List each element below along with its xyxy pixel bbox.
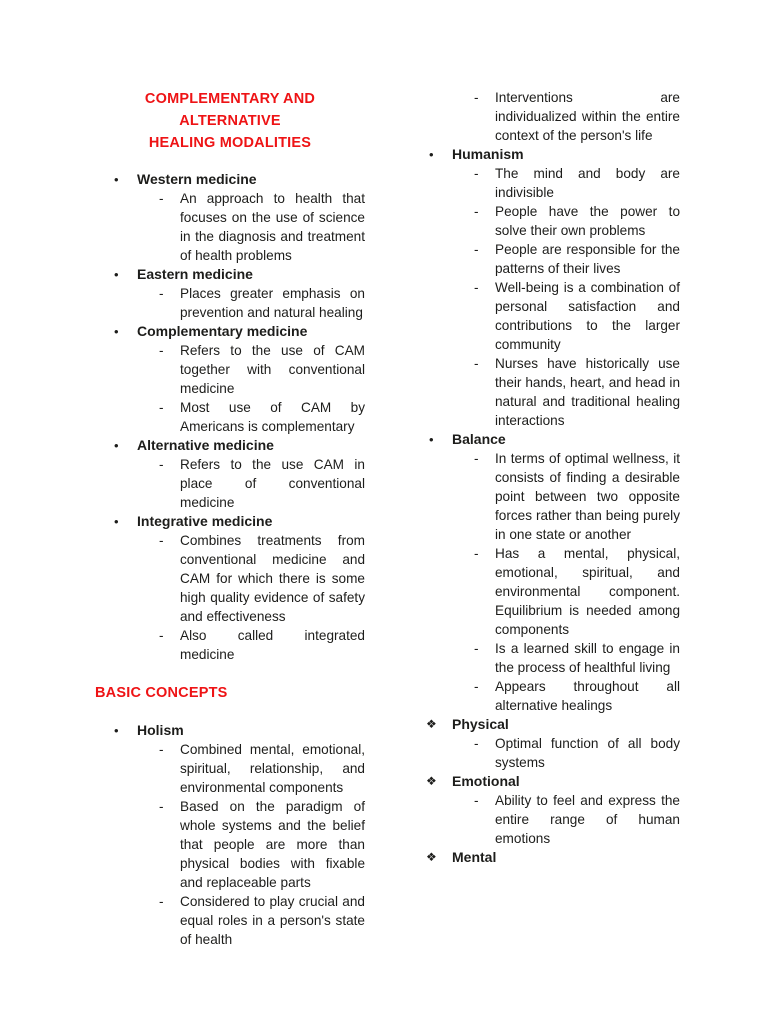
sub-item: [410, 88, 680, 145]
list-item: [95, 436, 365, 455]
sub-item: [410, 240, 680, 278]
dash-icon: -: [474, 451, 479, 466]
diamond-bullet-icon: ❖: [426, 774, 437, 788]
sub-item-text: Interventions are individualized within the entire context of the person's life: [495, 90, 680, 143]
sub-item-text: The mind and body are indivisible: [495, 166, 680, 200]
sub-item-text: People have the power to solve their own problems: [495, 204, 680, 238]
list-item: [95, 322, 365, 341]
list-item: [410, 145, 680, 164]
dash-icon: -: [159, 742, 164, 757]
sub-item: [95, 531, 365, 626]
sub-item-text: Well-being is a combination of personal satisfaction and contributions to the larger community: [495, 280, 680, 352]
list-item-label: Holism: [137, 722, 184, 738]
list-item: [95, 170, 365, 189]
diamond-bullet-icon: ❖: [426, 850, 437, 864]
sub-item: [95, 892, 365, 949]
sub-item: [95, 455, 365, 512]
list-item-label: Mental: [452, 849, 497, 865]
sub-item: [95, 341, 365, 398]
title-spacer: [95, 154, 365, 170]
list-item-label: Physical: [452, 716, 509, 732]
sub-item: [410, 164, 680, 202]
list-item: [95, 512, 365, 531]
section-heading: BASIC CONCEPTS: [95, 685, 228, 701]
dash-icon: -: [159, 191, 164, 206]
sub-item: [410, 278, 680, 354]
sub-item: [95, 740, 365, 797]
sub-item-text: Places greater emphasis on prevention and natural healing: [180, 286, 365, 320]
dash-icon: -: [474, 356, 479, 371]
sub-item-text: In terms of optimal wellness, it consists of finding a desirable point between two opposite forces rather than being purely in one state or another: [495, 451, 680, 542]
sub-item-text: Ability to feel and express the entire range of human emotions: [495, 793, 680, 846]
left-column: [95, 88, 365, 949]
dash-icon: -: [159, 400, 164, 415]
bullet-icon: •: [429, 432, 434, 447]
sub-item: [410, 354, 680, 430]
list-item-label: Balance: [452, 431, 506, 447]
sub-item-text: People are responsible for the patterns of their lives: [495, 242, 680, 276]
sub-item-text: Nurses have historically use their hands, heart, and head in natural and traditional healing interactions: [495, 356, 680, 428]
sub-item: [410, 734, 680, 772]
dash-icon: -: [159, 286, 164, 301]
dash-icon: -: [474, 679, 479, 694]
sub-item-text: Refers to the use of CAM together with conventional medicine: [180, 343, 365, 396]
sub-item-text: Most use of CAM by Americans is complementary: [180, 400, 365, 434]
list-item-label: Alternative medicine: [137, 437, 274, 453]
list-item: [410, 772, 680, 791]
sub-item-text: Combines treatments from conventional medicine and CAM for which there is some high quality evidence of safety and effectiveness: [180, 533, 365, 624]
sub-item: [95, 189, 365, 265]
list-item-label: Western medicine: [137, 171, 257, 187]
bullet-icon: •: [114, 514, 119, 529]
sub-item-text: Combined mental, emotional, spiritual, relationship, and environmental components: [180, 742, 365, 795]
list-item: [410, 715, 680, 734]
list-item-label: Eastern medicine: [137, 266, 253, 282]
bullet-icon: •: [114, 438, 119, 453]
sub-item-text: Also called integrated medicine: [180, 628, 365, 662]
dash-icon: -: [159, 533, 164, 548]
dash-icon: -: [474, 166, 479, 181]
dash-icon: -: [474, 242, 479, 257]
document-title: [95, 88, 365, 154]
dash-icon: -: [159, 457, 164, 472]
sub-item-text: Refers to the use CAM in place of conventional medicine: [180, 457, 365, 510]
sub-item-text: Based on the paradigm of whole systems and the belief that people are more than physical bodies with fixable and replaceable parts: [180, 799, 365, 890]
dash-icon: -: [159, 894, 164, 909]
list-item-label: Emotional: [452, 773, 520, 789]
sub-item: [410, 677, 680, 715]
list-item-label: Integrative medicine: [137, 513, 273, 529]
list-item-label: Complementary medicine: [137, 323, 308, 339]
sub-item-text: An approach to health that focuses on the use of science in the diagnosis and treatment of health problems: [180, 191, 365, 263]
sub-item-text: Has a mental, physical, emotional, spiritual, and environmental component. Equilibrium is needed among components: [495, 546, 680, 637]
sub-item: [95, 797, 365, 892]
document-title-line2: HEALING MODALITIES: [148, 135, 312, 151]
dash-icon: -: [474, 280, 479, 295]
sub-item: [95, 626, 365, 664]
sub-item: [410, 202, 680, 240]
bullet-icon: •: [114, 723, 119, 738]
left-column-items: [95, 170, 365, 949]
dash-icon: -: [474, 204, 479, 219]
list-item: [95, 721, 365, 740]
sub-item-text: Appears throughout all alternative healings: [495, 679, 680, 713]
list-item: [410, 430, 680, 449]
dash-icon: -: [474, 90, 479, 105]
document-title-line1: COMPLEMENTARY AND ALTERNATIVE: [144, 91, 316, 129]
bullet-icon: •: [114, 324, 119, 339]
dash-icon: -: [474, 546, 479, 561]
dash-icon: -: [474, 793, 479, 808]
diamond-bullet-icon: ❖: [426, 717, 437, 731]
right-column: [410, 88, 680, 867]
bullet-icon: •: [114, 172, 119, 187]
dash-icon: -: [474, 641, 479, 656]
dash-icon: -: [159, 628, 164, 643]
sub-item: [95, 398, 365, 436]
dash-icon: -: [159, 799, 164, 814]
sub-item: [410, 639, 680, 677]
sub-item-text: Is a learned skill to engage in the process of healthful living: [495, 641, 680, 675]
bullet-icon: •: [114, 267, 119, 282]
dash-icon: -: [159, 343, 164, 358]
sub-item-text: Considered to play crucial and equal roles in a person's state of health: [180, 894, 365, 947]
right-column-items: [410, 88, 680, 867]
sub-item: [95, 284, 365, 322]
sub-item: [410, 544, 680, 639]
list-item-label: Humanism: [452, 146, 524, 162]
dash-icon: -: [474, 736, 479, 751]
sub-item: [410, 449, 680, 544]
bullet-icon: •: [429, 147, 434, 162]
sub-item-text: Optimal function of all body systems: [495, 736, 680, 770]
list-item: [95, 265, 365, 284]
list-item: [410, 848, 680, 867]
sub-item: [410, 791, 680, 848]
